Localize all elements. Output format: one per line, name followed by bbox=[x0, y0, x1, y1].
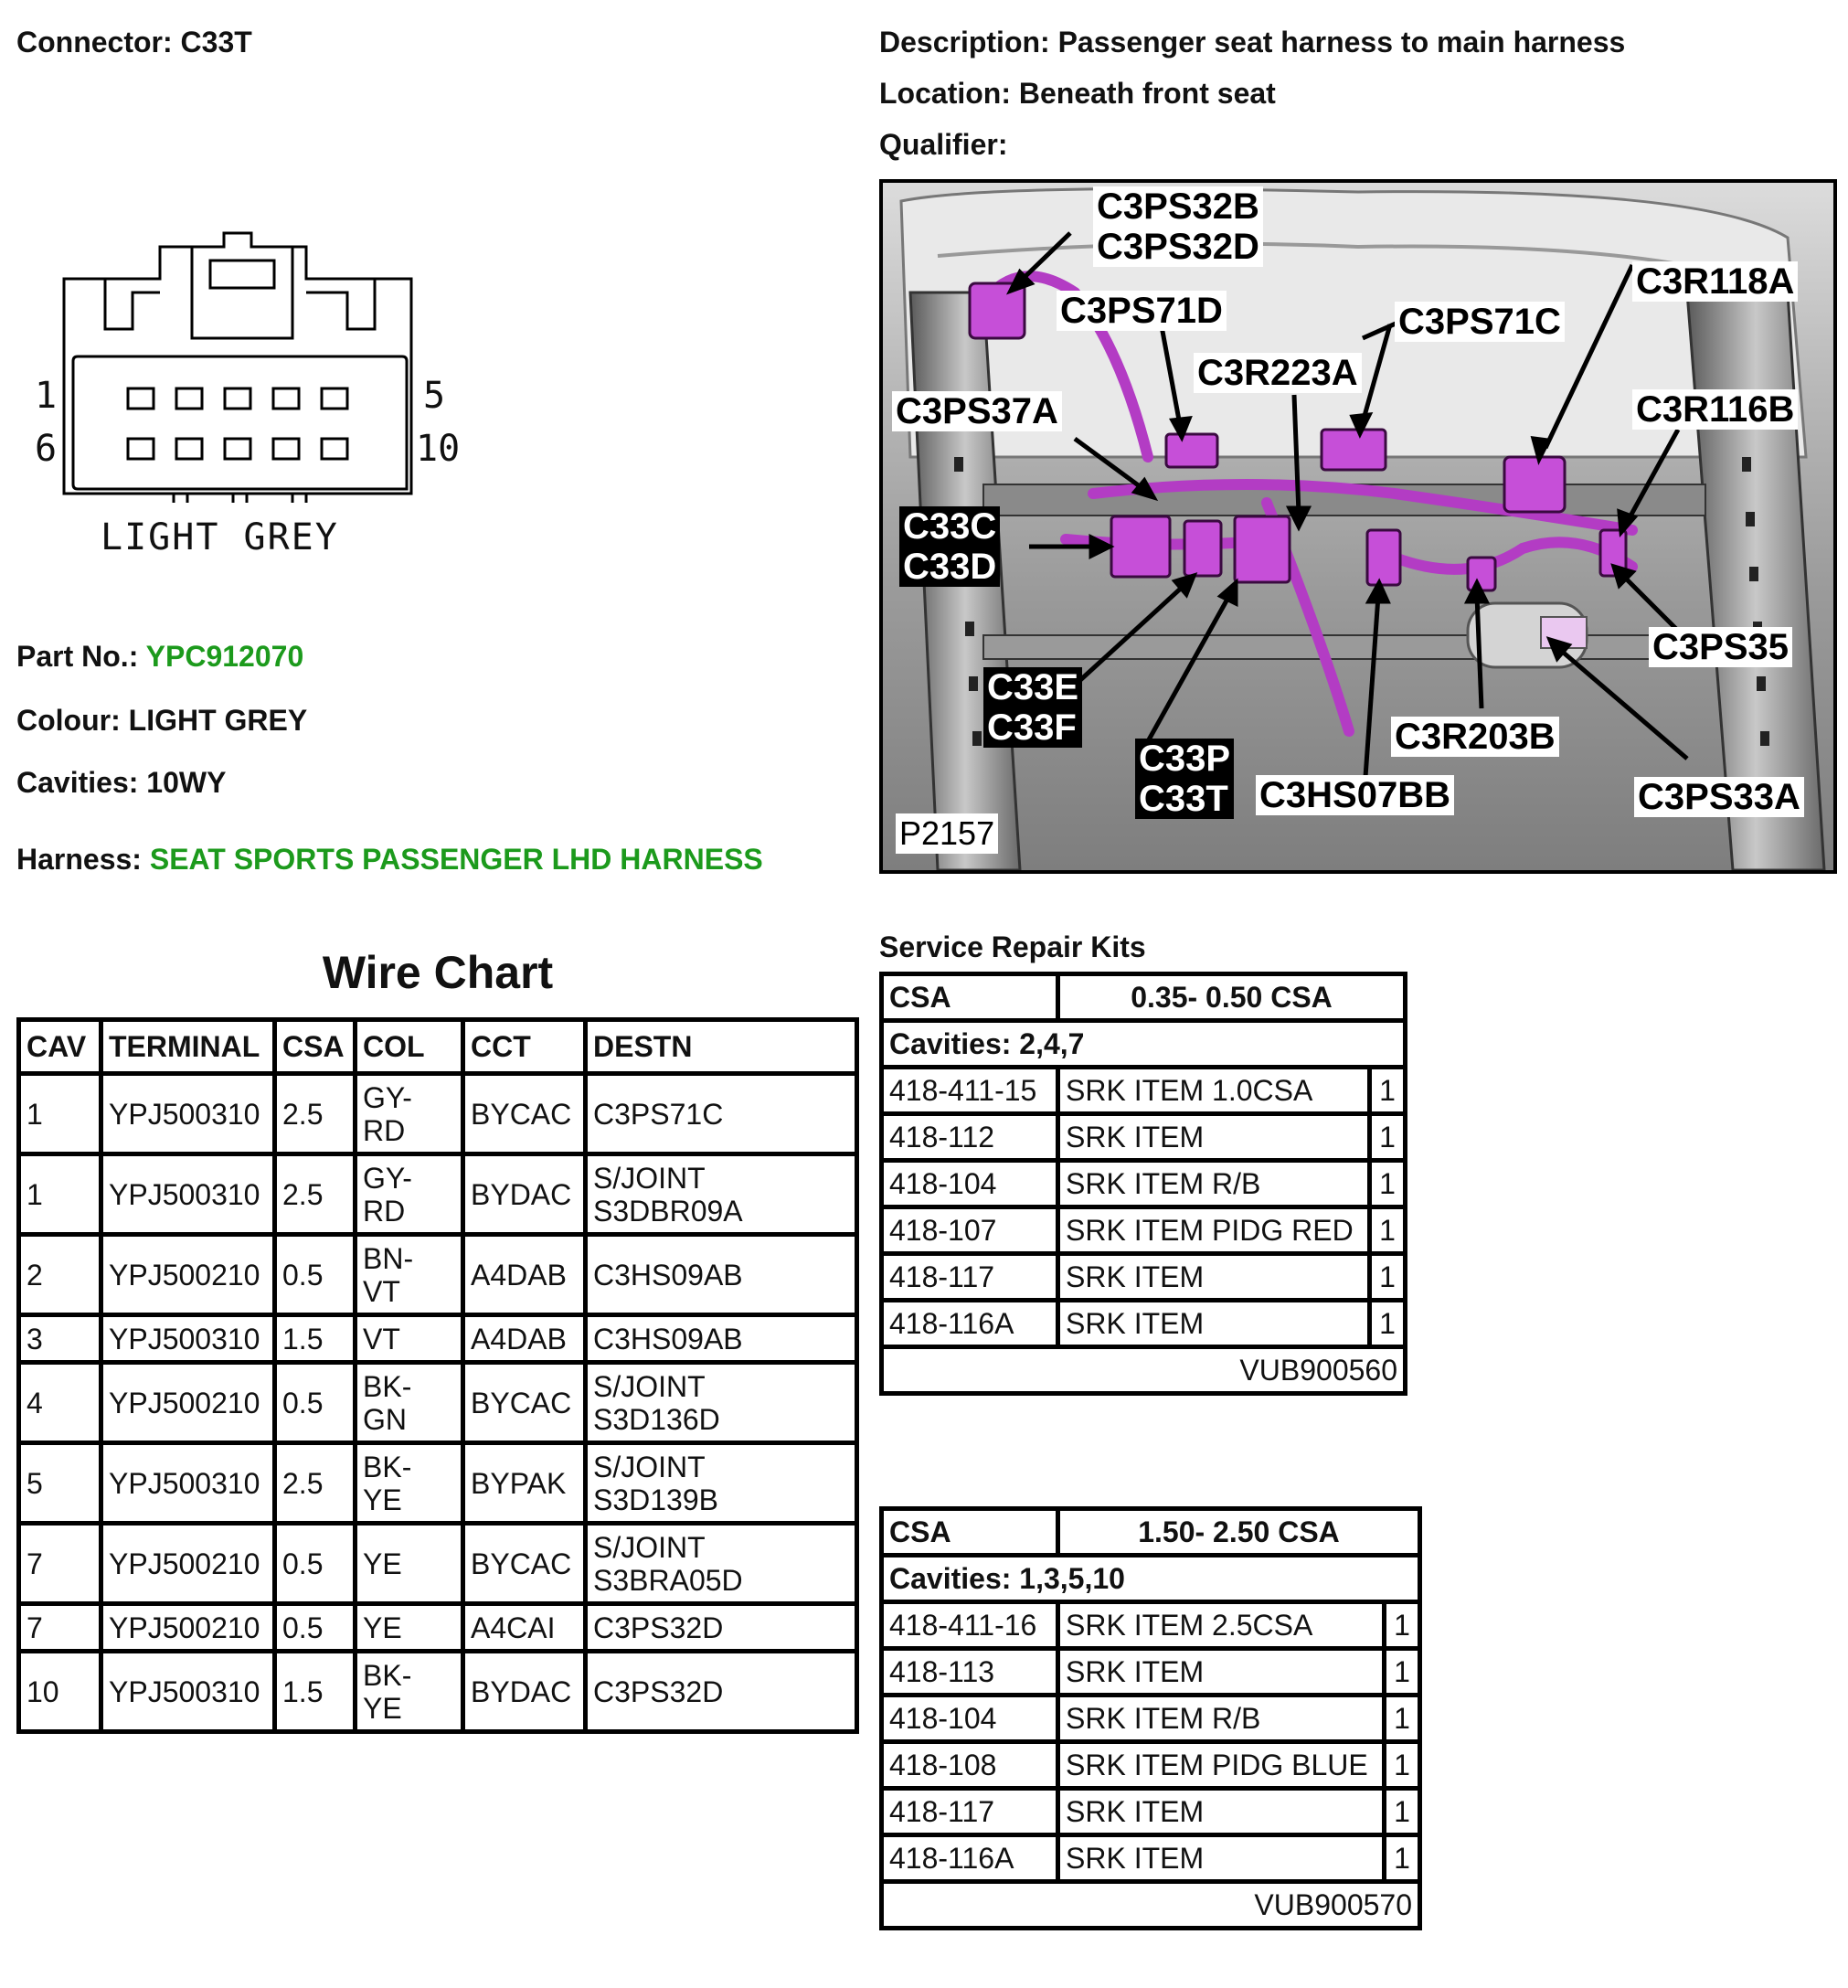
location-line bbox=[879, 77, 1276, 111]
wire-chart-cell-destn: C3PS32D bbox=[586, 1652, 857, 1732]
kit-csa-label: CSA bbox=[882, 1509, 1058, 1556]
wire-chart-cell-destn: C3PS71C bbox=[586, 1074, 857, 1154]
part-no-label: Part No.: bbox=[16, 640, 139, 673]
kit-number-row bbox=[882, 1882, 1420, 1929]
kit-item-description: SRK ITEM PIDG RED bbox=[1058, 1207, 1370, 1254]
cavity-1 bbox=[128, 388, 154, 409]
pin-label-top-right: 5 bbox=[423, 375, 446, 417]
kit-cavities-row bbox=[882, 1021, 1406, 1068]
callout-c3ps71c: C3PS71C bbox=[1395, 302, 1565, 342]
connector-c3hs07bb bbox=[1367, 530, 1400, 585]
wire-chart-cell-terminal: YPJ500310 bbox=[101, 1652, 275, 1732]
kit-item-quantity: 1 bbox=[1385, 1789, 1420, 1835]
kit-item-part-number: 418-113 bbox=[882, 1649, 1058, 1696]
repair-kit-table-1 bbox=[879, 972, 1407, 1396]
connector-c33c bbox=[1111, 516, 1170, 577]
kit-item-quantity: 1 bbox=[1370, 1207, 1406, 1254]
wire-chart-cell-cav: 7 bbox=[19, 1604, 101, 1652]
wire-chart-cell-csa: 1.5 bbox=[275, 1652, 356, 1732]
wire-chart-cell-cav: 10 bbox=[19, 1652, 101, 1732]
wire-chart-cell-destn: S/JOINT S3BRA05D bbox=[586, 1524, 857, 1604]
callout-c33p: C33P C33T bbox=[1135, 739, 1234, 819]
kit-cavities: Cavities: 1,3,5,10 bbox=[882, 1556, 1420, 1602]
connector-value: C33T bbox=[180, 26, 252, 58]
pin-label-bottom-left: 6 bbox=[35, 428, 58, 470]
kit-item-part-number: 418-411-15 bbox=[882, 1068, 1058, 1114]
wire-chart-cell-csa: 2.5 bbox=[275, 1443, 356, 1524]
kit-item-part-number: 418-112 bbox=[882, 1114, 1058, 1161]
cavity-5 bbox=[322, 388, 347, 409]
wire-chart-cell-terminal: YPJ500310 bbox=[101, 1315, 275, 1363]
wire-chart-cell-destn: C3HS09AB bbox=[586, 1315, 857, 1363]
callout-c3ps37a: C3PS37A bbox=[892, 391, 1062, 431]
pin-label-bottom-right: 10 bbox=[416, 428, 461, 470]
qualifier-line bbox=[879, 128, 1007, 162]
kit-item-row bbox=[882, 1161, 1406, 1207]
kit-item-quantity: 1 bbox=[1385, 1602, 1420, 1649]
wire-chart-cell-destn: S/JOINT S3D139B bbox=[586, 1443, 857, 1524]
wire-chart-row bbox=[19, 1074, 857, 1154]
wire-chart-header-cct: CCT bbox=[463, 1020, 586, 1074]
wire-chart-cell-terminal: YPJ500310 bbox=[101, 1443, 275, 1524]
kit-item-quantity: 1 bbox=[1385, 1649, 1420, 1696]
wire-chart-cell-cav: 3 bbox=[19, 1315, 101, 1363]
colour-value: LIGHT GREY bbox=[128, 704, 308, 737]
kit-cavities: Cavities: 2,4,7 bbox=[882, 1021, 1406, 1068]
location-value: Beneath front seat bbox=[1018, 77, 1276, 110]
kit-item-quantity: 1 bbox=[1370, 1254, 1406, 1301]
connector-label: Connector: bbox=[16, 26, 173, 58]
wire-chart-cell-cct: BYPAK bbox=[463, 1443, 586, 1524]
kit-item-description: SRK ITEM bbox=[1058, 1301, 1370, 1347]
kit-csa-label: CSA bbox=[882, 974, 1058, 1021]
wire-chart-cell-col: VT bbox=[356, 1315, 463, 1363]
kit-item-quantity: 1 bbox=[1385, 1742, 1420, 1789]
kit-item-description: SRK ITEM bbox=[1058, 1835, 1385, 1882]
wire-chart-cell-cct: BYDAC bbox=[463, 1652, 586, 1732]
kit-number: VUB900560 bbox=[882, 1347, 1406, 1394]
connector-c33e bbox=[1184, 521, 1221, 576]
kit-item-row bbox=[882, 1742, 1420, 1789]
wire-chart-cell-terminal: YPJ500210 bbox=[101, 1604, 275, 1652]
wire-chart-cell-destn: S/JOINT S3D136D bbox=[586, 1363, 857, 1443]
wire-chart-cell-col: BK- YE bbox=[356, 1443, 463, 1524]
part-no-value[interactable]: YPC912070 bbox=[145, 640, 304, 673]
kit-header-row bbox=[882, 974, 1406, 1021]
wire-chart-row bbox=[19, 1154, 857, 1235]
cavity-7 bbox=[176, 439, 202, 459]
kit-item-quantity: 1 bbox=[1370, 1161, 1406, 1207]
kit-item-description: SRK ITEM bbox=[1058, 1114, 1370, 1161]
kit-item-row bbox=[882, 1789, 1420, 1835]
kit-item-description: SRK ITEM R/B bbox=[1058, 1696, 1385, 1742]
callout-c3ps71d: C3PS71D bbox=[1057, 291, 1227, 331]
wire-chart-cell-terminal: YPJ500210 bbox=[101, 1363, 275, 1443]
wire-chart-cell-cav: 5 bbox=[19, 1443, 101, 1524]
connector-colour-caption: LIGHT GREY bbox=[101, 516, 339, 558]
kit-item-part-number: 418-104 bbox=[882, 1696, 1058, 1742]
qualifier-label: Qualifier: bbox=[879, 128, 1008, 161]
connector-c3r118a bbox=[1504, 457, 1565, 512]
wire-chart-header-destn: DESTN bbox=[586, 1020, 857, 1074]
connector-c33p bbox=[1235, 516, 1290, 582]
photo-reference: P2157 bbox=[896, 813, 998, 854]
kit-csa-range: 0.35- 0.50 CSA bbox=[1058, 974, 1406, 1021]
connector-c3ps71d bbox=[1166, 434, 1217, 467]
kit-item-part-number: 418-108 bbox=[882, 1742, 1058, 1789]
wire-chart-cell-cct: A4DAB bbox=[463, 1315, 586, 1363]
wire-chart-cell-terminal: YPJ500210 bbox=[101, 1235, 275, 1315]
kit-item-row bbox=[882, 1114, 1406, 1161]
kit-item-row bbox=[882, 1602, 1420, 1649]
wire-chart-cell-destn: C3PS32D bbox=[586, 1604, 857, 1652]
kit-header-row bbox=[882, 1509, 1420, 1556]
cavity-3 bbox=[225, 388, 250, 409]
callout-c3r118a: C3R118A bbox=[1632, 261, 1798, 302]
cavity-2 bbox=[176, 388, 202, 409]
kit-item-part-number: 418-116A bbox=[882, 1301, 1058, 1347]
kit-item-row bbox=[882, 1068, 1406, 1114]
location-photo bbox=[879, 179, 1837, 874]
kit-item-quantity: 1 bbox=[1370, 1301, 1406, 1347]
kit-item-part-number: 418-117 bbox=[882, 1254, 1058, 1301]
kit-item-row bbox=[882, 1696, 1420, 1742]
kit-item-description: SRK ITEM R/B bbox=[1058, 1161, 1370, 1207]
colour-line bbox=[16, 704, 307, 738]
wire-chart-cell-terminal: YPJ500310 bbox=[101, 1074, 275, 1154]
wire-chart-row bbox=[19, 1235, 857, 1315]
wire-chart-header-terminal: TERMINAL bbox=[101, 1020, 275, 1074]
kit-item-part-number: 418-107 bbox=[882, 1207, 1058, 1254]
wire-chart-cell-csa: 0.5 bbox=[275, 1524, 356, 1604]
wire-chart-cell-terminal: YPJ500210 bbox=[101, 1524, 275, 1604]
cavity-8 bbox=[225, 439, 250, 459]
wire-chart-cell-csa: 0.5 bbox=[275, 1604, 356, 1652]
cavities-label: Cavities: bbox=[16, 766, 139, 799]
wire-chart-cell-cav: 2 bbox=[19, 1235, 101, 1315]
wire-chart-cell-cct: A4DAB bbox=[463, 1235, 586, 1315]
pin-label-top-left: 1 bbox=[35, 375, 58, 417]
wire-chart-cell-cav: 1 bbox=[19, 1074, 101, 1154]
cavities-value: 10WY bbox=[146, 766, 227, 799]
wire-chart-row bbox=[19, 1363, 857, 1443]
connector-c3r203b bbox=[1468, 558, 1495, 590]
wire-chart-cell-col: BK- GN bbox=[356, 1363, 463, 1443]
part-no-line bbox=[16, 640, 303, 674]
wire-chart-cell-cav: 7 bbox=[19, 1524, 101, 1604]
wire-chart-table bbox=[16, 1017, 859, 1734]
wire-chart-cell-csa: 0.5 bbox=[275, 1363, 356, 1443]
wire-chart-cell-cav: 4 bbox=[19, 1363, 101, 1443]
kit-item-description: SRK ITEM PIDG BLUE bbox=[1058, 1742, 1385, 1789]
wire-chart-cell-csa: 2.5 bbox=[275, 1154, 356, 1235]
harness-label: Harness: bbox=[16, 843, 142, 876]
kit-number-row bbox=[882, 1347, 1406, 1394]
connector-c3ps32b bbox=[970, 283, 1025, 338]
cavity-9 bbox=[273, 439, 299, 459]
kit-item-quantity: 1 bbox=[1385, 1696, 1420, 1742]
callout-c3r116b: C3R116B bbox=[1632, 389, 1798, 430]
wire-chart-cell-col: GY- RD bbox=[356, 1154, 463, 1235]
harness-value[interactable]: SEAT SPORTS PASSENGER LHD HARNESS bbox=[149, 843, 763, 876]
cavities-line bbox=[16, 766, 226, 800]
repair-kit-table-2 bbox=[879, 1506, 1422, 1930]
callout-c33c: C33C C33D bbox=[899, 506, 1000, 587]
kit-item-part-number: 418-116A bbox=[882, 1835, 1058, 1882]
wire-chart-cell-col: YE bbox=[356, 1524, 463, 1604]
kit-item-row bbox=[882, 1301, 1406, 1347]
callout-c3ps33a: C3PS33A bbox=[1634, 777, 1804, 817]
wire-chart-cell-destn: C3HS09AB bbox=[586, 1235, 857, 1315]
wire-chart-row bbox=[19, 1443, 857, 1524]
kit-item-description: SRK ITEM 1.0CSA bbox=[1058, 1068, 1370, 1114]
wire-chart-cell-csa: 0.5 bbox=[275, 1235, 356, 1315]
kit-item-row bbox=[882, 1835, 1420, 1882]
wire-chart-cell-cct: BYCAC bbox=[463, 1074, 586, 1154]
kit-item-row bbox=[882, 1207, 1406, 1254]
callout-c3hs07bb: C3HS07BB bbox=[1256, 775, 1454, 815]
wire-chart-row bbox=[19, 1524, 857, 1604]
connector-c3ps71c bbox=[1322, 430, 1386, 470]
callout-c3ps32b: C3PS32B C3PS32D bbox=[1093, 186, 1263, 267]
wire-chart-cell-csa: 2.5 bbox=[275, 1074, 356, 1154]
kit-item-quantity: 1 bbox=[1370, 1114, 1406, 1161]
kit-item-description: SRK ITEM bbox=[1058, 1254, 1370, 1301]
wire-chart-header-cav: CAV bbox=[19, 1020, 101, 1074]
wire-chart-cell-cct: A4CAI bbox=[463, 1604, 586, 1652]
callout-c3r203b: C3R203B bbox=[1391, 717, 1559, 757]
wire-chart-cell-destn: S/JOINT S3DBR09A bbox=[586, 1154, 857, 1235]
wire-chart-cell-col: YE bbox=[356, 1604, 463, 1652]
kit-item-description: SRK ITEM bbox=[1058, 1789, 1385, 1835]
callout-c33e: C33E C33F bbox=[983, 667, 1082, 748]
kit-item-quantity: 1 bbox=[1370, 1068, 1406, 1114]
wire-chart-row bbox=[19, 1604, 857, 1652]
wire-chart-title: Wire Chart bbox=[322, 947, 554, 998]
callout-c3ps35: C3PS35 bbox=[1649, 627, 1792, 667]
wire-chart-row bbox=[19, 1652, 857, 1732]
kit-csa-range: 1.50- 2.50 CSA bbox=[1058, 1509, 1420, 1556]
cavity-6 bbox=[128, 439, 154, 459]
description-value: Passenger seat harness to main harness bbox=[1057, 26, 1626, 58]
wire-chart-cell-col: BK- YE bbox=[356, 1652, 463, 1732]
connector-diagram bbox=[27, 229, 466, 576]
callout-c3r223a: C3R223A bbox=[1194, 353, 1362, 393]
wire-chart-header-row bbox=[19, 1020, 857, 1074]
service-repair-kits-title: Service Repair Kits bbox=[879, 930, 1146, 963]
wire-chart-cell-cct: BYCAC bbox=[463, 1363, 586, 1443]
wire-chart-cell-cct: BYDAC bbox=[463, 1154, 586, 1235]
kit-item-part-number: 418-104 bbox=[882, 1161, 1058, 1207]
wire-chart-cell-csa: 1.5 bbox=[275, 1315, 356, 1363]
connector-outline-drawing bbox=[27, 229, 466, 503]
description-line bbox=[879, 26, 1625, 59]
colour-label: Colour: bbox=[16, 704, 121, 737]
kit-item-row bbox=[882, 1649, 1420, 1696]
wire-chart-header-col: COL bbox=[356, 1020, 463, 1074]
wire-chart-cell-col: GY- RD bbox=[356, 1074, 463, 1154]
connector-line bbox=[16, 26, 252, 59]
kit-item-part-number: 418-117 bbox=[882, 1789, 1058, 1835]
kit-item-quantity: 1 bbox=[1385, 1835, 1420, 1882]
wire-chart-row bbox=[19, 1315, 857, 1363]
wire-chart-cell-cav: 1 bbox=[19, 1154, 101, 1235]
wire-chart-cell-terminal: YPJ500310 bbox=[101, 1154, 275, 1235]
wire-chart-cell-col: BN- VT bbox=[356, 1235, 463, 1315]
kit-item-part-number: 418-411-16 bbox=[882, 1602, 1058, 1649]
harness-line bbox=[16, 843, 763, 877]
kit-item-row bbox=[882, 1254, 1406, 1301]
kit-item-description: SRK ITEM bbox=[1058, 1649, 1385, 1696]
location-label: Location: bbox=[879, 77, 1011, 110]
wire-chart-cell-cct: BYCAC bbox=[463, 1524, 586, 1604]
kit-number: VUB900570 bbox=[882, 1882, 1420, 1929]
kit-item-description: SRK ITEM 2.5CSA bbox=[1058, 1602, 1385, 1649]
kit-cavities-row bbox=[882, 1556, 1420, 1602]
wire-chart-header-csa: CSA bbox=[275, 1020, 356, 1074]
cavity-4 bbox=[273, 388, 299, 409]
cavity-10 bbox=[322, 439, 347, 459]
description-label: Description: bbox=[879, 26, 1050, 58]
